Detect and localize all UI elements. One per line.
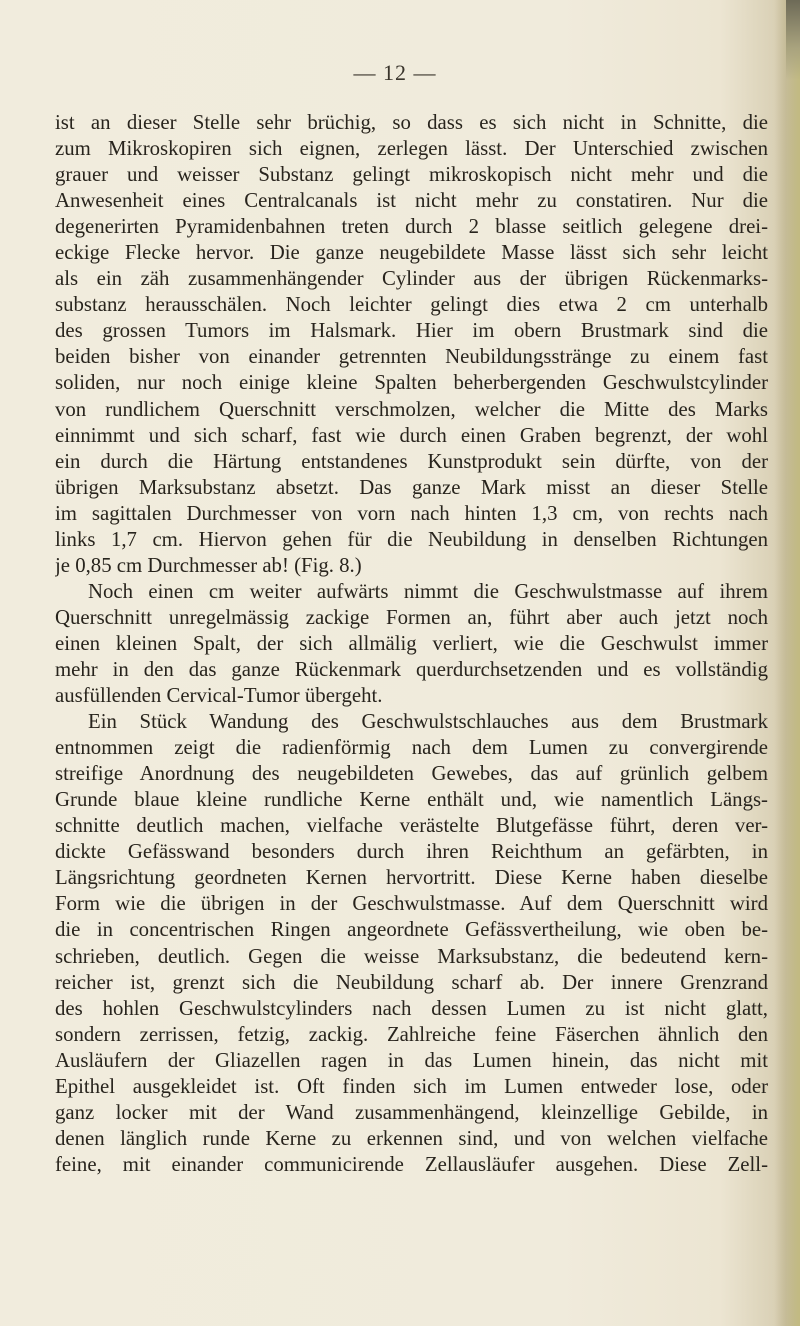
text-line: denen länglich runde Kerne zu erkennen sind, und von welchen vielfache (55, 1126, 768, 1150)
text-line: dickte Gefässwand besonders durch ihren Reichthum an gefärbten, in (55, 840, 768, 864)
page-edge-shadow (774, 0, 800, 1326)
text-line: Längsrichtung geordneten Kernen hervortritt. Diese Kerne haben dieselbe (55, 866, 768, 890)
text-line: als ein zäh zusammenhängender Cylinder aus der übrigen Rückenmarks- (55, 267, 768, 291)
page-number: — 12 — (353, 60, 437, 85)
text-line: feine, mit einander communicirende Zellausläufer ausgehen. Diese Zell- (55, 1152, 768, 1176)
text-line: ist an dieser Stelle sehr brüchig, so dass es sich nicht in Schnitte, die (55, 111, 768, 134)
text-line: schnitte deutlich machen, vielfache verästelte Blutgefässe führt, deren ver- (55, 814, 768, 838)
text-line: Form wie die übrigen in der Geschwulstmasse. Auf dem Querschnitt wird (55, 892, 768, 916)
text-line: einen kleinen Spalt, der sich allmälig verliert, wie die Geschwulst immer (55, 631, 768, 655)
text-line: entnommen zeigt die radienförmig nach dem Lumen zu convergirende (55, 736, 768, 760)
text-line: Epithel ausgekleidet ist. Oft finden sich im Lumen entweder lose, oder (55, 1074, 768, 1098)
text-line: Anwesenheit eines Centralcanals ist nicht mehr zu constatiren. Nur die (55, 189, 768, 213)
text-line: beiden bisher von einander getrennten Neubildungsstränge zu einem fast (55, 345, 768, 369)
text-line: ein durch die Härtung entstandenes Kunstprodukt sein dürfte, von der (55, 449, 768, 473)
text-line: von rundlichem Querschnitt verschmolzen, welcher die Mitte des Marks (55, 397, 768, 421)
text-line: übrigen Marksubstanz absetzt. Das ganze Mark misst an dieser Stelle (55, 475, 768, 499)
page-corner-shadow (786, 0, 800, 80)
text-line: einnimmt und sich scharf, fast wie durch einen Graben begrenzt, der wohl (55, 423, 768, 447)
text-line: ausfüllenden Cervical-Tumor übergeht. (55, 684, 383, 708)
text-line: links 1,7 cm. Hiervon gehen für die Neubildung in denselben Richtungen (55, 527, 768, 551)
text-line: reicher ist, grenzt sich die Neubildung scharf ab. Der innere Grenzrand (55, 970, 768, 994)
text-line: Grunde blaue kleine rundliche Kerne enthält und, wie namentlich Längs- (55, 788, 768, 812)
text-line: ganz locker mit der Wand zusammenhängend, kleinzellige Gebilde, in (55, 1100, 768, 1124)
text-line: eckige Flecke hervor. Die ganze neugebildete Masse lässt sich sehr leicht (55, 241, 768, 265)
text-line: je 0,85 cm Durchmesser ab! (Fig. 8.) (55, 553, 362, 577)
text-line: des grossen Tumors im Halsmark. Hier im obern Brustmark sind die (55, 319, 768, 343)
text-line: Ein Stück Wandung des Geschwulstschlauches aus dem Brustmark (88, 710, 768, 734)
text-line: substanz herausschälen. Noch leichter gelingt dies etwa 2 cm unterhalb (55, 293, 768, 317)
text-line: Querschnitt unregelmässig zackige Formen an, führt aber auch jetzt noch (55, 605, 768, 629)
text-line: des hohlen Geschwulstcylinders nach dessen Lumen zu ist nicht glatt, (55, 996, 768, 1020)
text-line: degenerirten Pyramidenbahnen treten durch 2 blasse seitlich gelegene drei- (55, 215, 768, 239)
text-line: sondern zerrissen, fetzig, zackig. Zahlreiche feine Fäserchen ähnlich den (55, 1022, 768, 1046)
text-line: soliden, nur noch einige kleine Spalten beherbergenden Geschwulstcylinder (55, 371, 768, 395)
text-line: grauer und weisser Substanz gelingt mikroskopisch nicht mehr und die (55, 163, 768, 187)
text-line: streifige Anordnung des neugebildeten Gewebes, das auf grünlich gelbem (55, 762, 768, 786)
body-text (55, 110, 768, 1178)
text-line: die in concentrischen Ringen angeordnete Gefässvertheilung, wie oben be- (55, 918, 768, 942)
text-line: im sagittalen Durchmesser von vorn nach hinten 1,3 cm, von rechts nach (55, 501, 768, 525)
text-line: schrieben, deutlich. Gegen die weisse Marksubstanz, die bedeutend kern- (55, 944, 768, 968)
text-line: Ausläufern der Gliazellen ragen in das Lumen hinein, das nicht mit (55, 1048, 768, 1072)
text-line: zum Mikroskopiren sich eignen, zerlegen lässt. Der Unterschied zwischen (55, 137, 768, 161)
text-line: mehr in den das ganze Rückenmark querdurchsetzenden und es vollständig (55, 657, 768, 681)
text-line: Noch einen cm weiter aufwärts nimmt die Geschwulstmasse auf ihrem (88, 579, 768, 603)
